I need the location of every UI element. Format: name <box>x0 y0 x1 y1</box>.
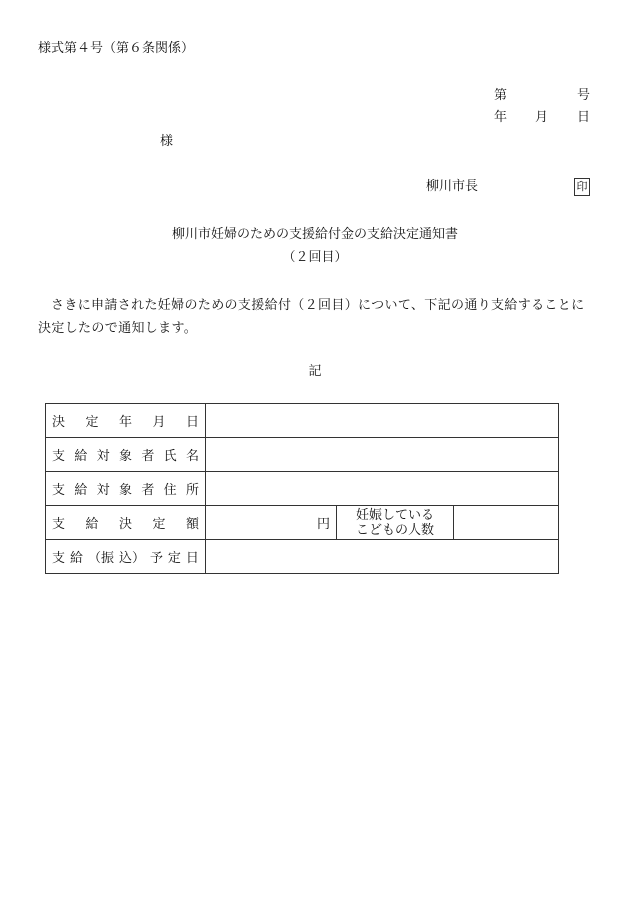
label-char: （振 <box>87 551 114 566</box>
label-char: 者 <box>141 449 155 464</box>
label-char: 支 <box>52 517 66 532</box>
ki-heading: 記 <box>308 364 322 379</box>
table-row <box>46 506 559 540</box>
label-char: 給 <box>69 551 83 566</box>
label-char: 氏 <box>163 449 177 464</box>
table-row <box>46 540 559 574</box>
label-char: 定 <box>85 415 99 430</box>
label-char: 定 <box>152 517 166 532</box>
label-char: 名 <box>185 449 199 464</box>
label-char: 込） <box>118 551 145 566</box>
child-label-line2: こどもの人数 <box>355 522 434 538</box>
label-char: 月 <box>152 415 166 430</box>
label-char: 給 <box>74 483 88 498</box>
document-subtitle: （２回目） <box>282 250 348 265</box>
label-char: 予 <box>149 551 163 566</box>
form-number: 様式第４号（第６条関係） <box>38 41 195 56</box>
label-char: 額 <box>185 517 199 532</box>
value-recipient-address[interactable] <box>206 472 559 506</box>
issue-date <box>494 110 590 126</box>
label-char: 定 <box>167 551 181 566</box>
label-char: 年 <box>118 415 132 430</box>
label-recipient-address <box>46 472 206 506</box>
value-recipient-name[interactable] <box>206 438 559 472</box>
date-year: 年 <box>494 110 508 125</box>
label-char: 所 <box>185 483 199 498</box>
value-child-count[interactable] <box>454 506 559 540</box>
table-row <box>46 404 559 438</box>
info-table <box>45 403 559 574</box>
label-char: 給 <box>85 517 99 532</box>
label-payment-scheduled-date <box>46 540 206 574</box>
label-child-count <box>337 506 454 540</box>
reference-suffix: 号 <box>576 88 590 103</box>
value-payment-scheduled-date[interactable] <box>206 540 559 574</box>
body-paragraph: さきに申請された妊婦のための支援給付（２回目）について、下記の通り支給することに決定したので通知します。 <box>38 298 585 336</box>
child-label-line1: 妊娠している <box>355 507 434 523</box>
label-char: 支 <box>52 551 66 566</box>
yen-unit: 円 <box>316 517 330 532</box>
label-char: 支 <box>52 483 66 498</box>
label-char: 決 <box>118 517 132 532</box>
seal-box: 印 <box>574 178 590 196</box>
label-char: 給 <box>74 449 88 464</box>
label-char: 対 <box>96 483 110 498</box>
table-row <box>46 472 559 506</box>
issuer-name: 柳川市長 <box>426 179 479 194</box>
addressee: 様 <box>160 134 174 149</box>
reference-number <box>494 88 590 104</box>
label-recipient-name <box>46 438 206 472</box>
label-char: 支 <box>52 449 66 464</box>
label-char: 対 <box>96 449 110 464</box>
label-char: 住 <box>163 483 177 498</box>
label-char: 者 <box>141 483 155 498</box>
label-payment-amount <box>46 506 206 540</box>
label-char: 象 <box>118 483 132 498</box>
label-decision-date <box>46 404 206 438</box>
date-month: 月 <box>535 110 549 125</box>
reference-prefix: 第 <box>494 88 508 103</box>
label-char: 象 <box>118 449 132 464</box>
label-char: 日 <box>185 415 199 430</box>
label-char: 決 <box>52 415 66 430</box>
value-payment-amount[interactable] <box>206 506 337 540</box>
document-title: 柳川市妊婦のための支援給付金の支給決定通知書 <box>171 227 458 242</box>
value-decision-date[interactable] <box>206 404 559 438</box>
date-day: 日 <box>576 110 590 125</box>
label-char: 日 <box>185 551 199 566</box>
table-row <box>46 438 559 472</box>
